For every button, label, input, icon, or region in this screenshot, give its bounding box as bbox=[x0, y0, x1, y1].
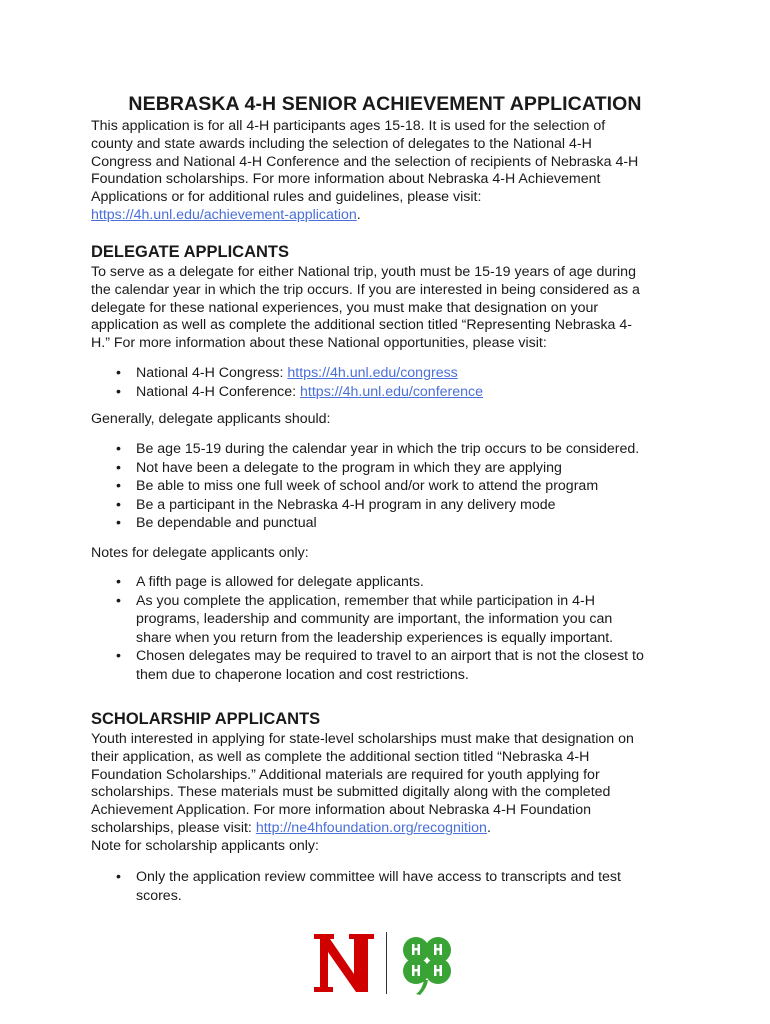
bullet: • bbox=[116, 478, 121, 494]
scholarship-heading: SCHOLARSHIP APPLICANTS bbox=[91, 710, 321, 728]
notes-intro: Notes for delegate applicants only: bbox=[91, 545, 309, 561]
scholarship-line: scholarships. These materials must be submitted digitally along with the completed bbox=[91, 784, 611, 801]
list-item bbox=[0, 364, 483, 383]
delegate-line: delegate for these national experiences, you must make that designation on your bbox=[91, 299, 599, 316]
page-title: NEBRASKA 4-H SENIOR ACHIEVEMENT APPLICATION bbox=[128, 93, 642, 115]
intro-paragraph bbox=[91, 118, 691, 225]
foundation-recognition-link[interactable]: http://ne4hfoundation.org/recognition bbox=[255, 819, 487, 836]
general-list bbox=[0, 440, 639, 533]
bullet: • bbox=[116, 496, 121, 513]
intro-line: Applications or for additional rules and guidelines, please visit: bbox=[91, 189, 482, 206]
bullet: • bbox=[116, 441, 121, 457]
logo-divider bbox=[386, 932, 387, 994]
scholarship-link-prefix: scholarships, please visit: bbox=[91, 819, 256, 836]
scholarship-notes-list bbox=[0, 868, 621, 905]
scholarship-line: Youth interested in applying for state-level scholarships must make that designation on bbox=[91, 731, 634, 747]
list-item bbox=[0, 477, 639, 496]
congress-link[interactable]: https://4h.unl.edu/congress bbox=[287, 365, 458, 381]
list-item-text: scores. bbox=[136, 887, 182, 904]
bullet: • bbox=[116, 592, 121, 609]
scholarship-line: their application, as well as complete the additional section titled “Nebraska 4-H bbox=[91, 748, 590, 765]
scholarship-note-intro: Note for scholarship applicants only: bbox=[91, 837, 319, 854]
general-intro: Generally, delegate applicants should: bbox=[91, 411, 331, 427]
list-item-text: Be dependable and punctual bbox=[136, 515, 317, 531]
intro-line: Congress and National 4-H Conference and the selection of recipients of Nebraska 4-H bbox=[91, 153, 639, 170]
scholarship-link-suffix: . bbox=[486, 819, 491, 836]
scholarship-line: Foundation Scholarships.” Additional materials are required for youth applying for bbox=[91, 766, 600, 783]
list-item bbox=[0, 440, 639, 459]
bullet: • bbox=[116, 869, 121, 885]
bullet: • bbox=[116, 459, 121, 476]
list-item bbox=[0, 573, 644, 592]
list-item-text: Be able to miss one full week of school and/or work to attend the program bbox=[136, 478, 599, 494]
bullet: • bbox=[116, 574, 121, 590]
delegate-line: application as well as complete the additional section titled “Representing Nebraska 4- bbox=[91, 317, 633, 334]
bullet: • bbox=[116, 515, 121, 531]
delegate-line: the calendar year in which the trip occurs. If you are interested in being considered as a bbox=[91, 281, 640, 298]
list-item-text: Chosen delegates may be required to travel to an airport that is not the closest to bbox=[136, 648, 644, 664]
intro-line: county and state awards including the selection of delegates to the National 4-H bbox=[91, 135, 592, 152]
list-item-text: Be a participant in the Nebraska 4-H program in any delivery mode bbox=[136, 496, 556, 513]
list-item bbox=[0, 868, 621, 905]
list-item-text: Not have been a delegate to the program in which they are applying bbox=[136, 459, 562, 476]
delegate-paragraph bbox=[91, 264, 691, 353]
list-item bbox=[0, 592, 644, 648]
four-h-clover-logo bbox=[394, 930, 460, 996]
delegate-line: H.” For more information about these National opportunities, please visit: bbox=[91, 335, 547, 352]
bullet: • bbox=[116, 365, 121, 381]
scholarship-paragraph bbox=[91, 731, 691, 856]
delegate-line: To serve as a delegate for either National trip, youth must be 15-19 years of age during bbox=[91, 264, 636, 280]
intro-link-suffix: . bbox=[356, 206, 361, 223]
list-item bbox=[0, 459, 639, 478]
link-label: National 4-H Congress: bbox=[136, 365, 288, 381]
nebraska-n-logo bbox=[312, 930, 376, 996]
intro-line: Foundation scholarships. For more information about Nebraska 4-H Achievement bbox=[91, 171, 601, 188]
list-item-text: them due to chaperone location and cost restrictions. bbox=[136, 666, 469, 683]
list-item-text: As you complete the application, remember that while participation in 4-H bbox=[136, 592, 595, 609]
bullet: • bbox=[116, 648, 121, 664]
list-item-text: programs, leadership and community are important, the information you can bbox=[136, 611, 613, 627]
list-item-text: Only the application review committee will have access to transcripts and test bbox=[136, 869, 621, 885]
conference-link[interactable]: https://4h.unl.edu/conference bbox=[300, 383, 484, 400]
link-label: National 4-H Conference: bbox=[136, 383, 301, 400]
list-item-text: Be age 15-19 during the calendar year in which the trip occurs to be considered. bbox=[136, 441, 640, 457]
list-item-text: A fifth page is allowed for delegate applicants. bbox=[136, 574, 424, 590]
national-links-list bbox=[0, 364, 483, 401]
list-item bbox=[0, 496, 639, 515]
bullet: • bbox=[116, 383, 121, 400]
list-item-text: share when you return from the leadership experiences is equally important. bbox=[136, 629, 614, 646]
list-item bbox=[0, 383, 483, 402]
achievement-application-link[interactable]: https://4h.unl.edu/achievement-application bbox=[91, 206, 357, 223]
notes-list bbox=[0, 573, 644, 684]
list-item bbox=[0, 514, 639, 533]
scholarship-line: Achievement Application. For more information about Nebraska 4-H Foundation bbox=[91, 802, 591, 819]
list-item bbox=[0, 647, 644, 684]
intro-line: This application is for all 4-H participants ages 15-18. It is used for the selection of bbox=[91, 118, 606, 134]
delegate-heading: DELEGATE APPLICANTS bbox=[91, 243, 290, 261]
